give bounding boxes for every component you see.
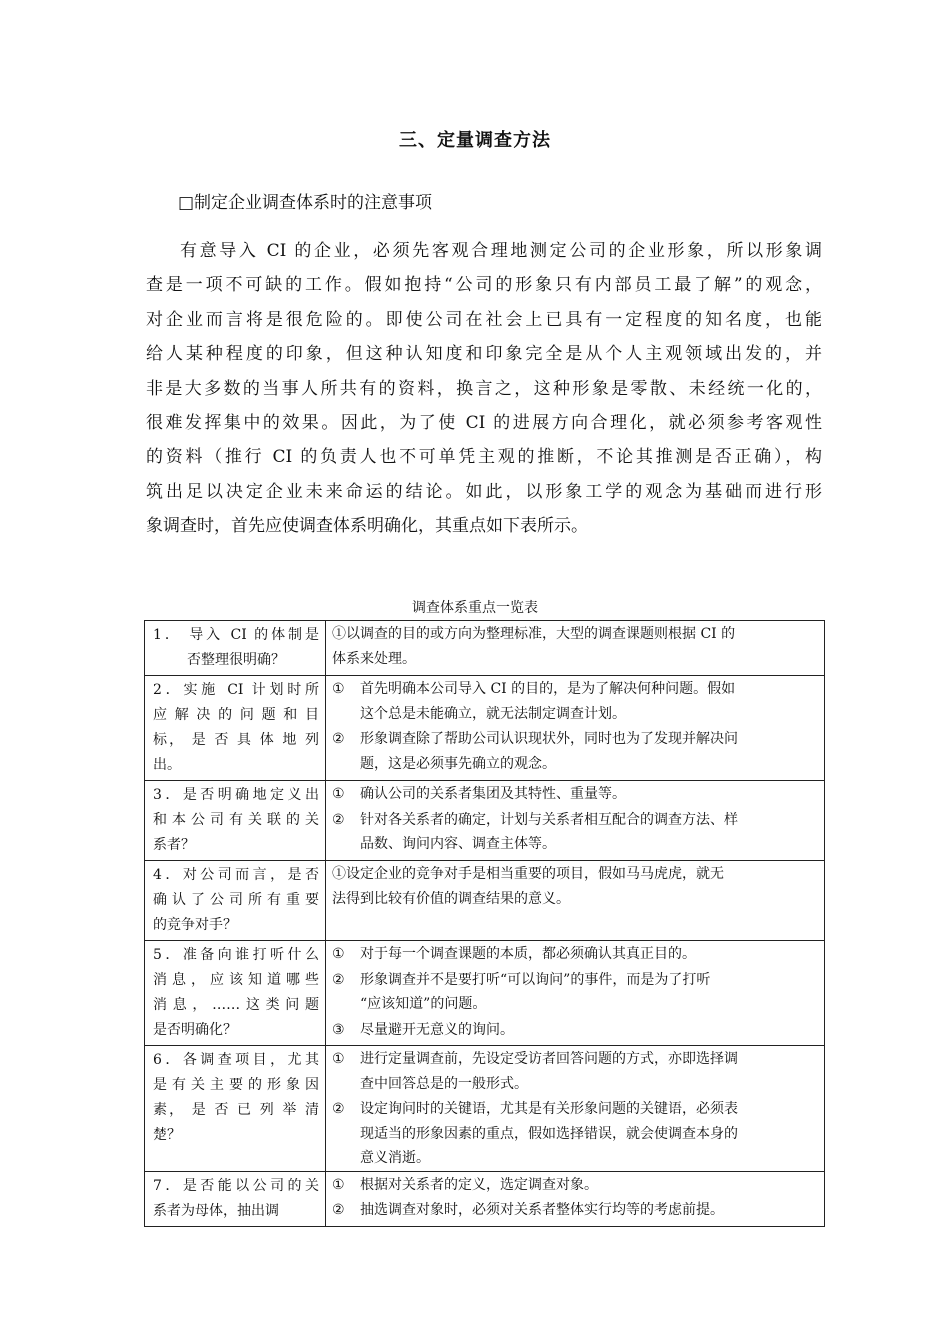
item-number: ①: [332, 866, 346, 882]
question-line: 是有关主要的形象因: [153, 1077, 319, 1093]
answer-item: [326, 861, 824, 911]
answer-cell: [326, 621, 825, 676]
item-number: ①: [332, 1051, 345, 1067]
item-line: 抽选调查对象时，必须对关系者整体实行均等的考虑前提。: [360, 1202, 724, 1218]
question-cell: [145, 781, 326, 861]
answer-item: [326, 941, 824, 967]
table-row: [145, 781, 825, 861]
answer-cell: [326, 941, 825, 1046]
item-line: 以调查的目的或方向为整理标准，大型的调查课题则根据 CI 的: [346, 626, 736, 642]
item-line: 形象调查并不是要打听“可以询问”的事件，而是为了打听: [360, 971, 711, 988]
answer-item: [326, 1017, 824, 1043]
item-text: [360, 727, 816, 776]
answer-cell: [326, 1046, 825, 1172]
item-line: 根据对关系者的定义，选定调查对象。: [360, 1176, 598, 1193]
question-line: 系者为母体，抽出调: [153, 1202, 279, 1219]
question-line: 是否明确化？: [153, 1022, 237, 1038]
answer-cell: [326, 861, 825, 941]
item-number: ③: [332, 1021, 345, 1038]
item-text: [360, 1097, 816, 1171]
answer-item: [326, 726, 824, 776]
answer-item: [326, 1096, 824, 1171]
table-row: [145, 1171, 825, 1226]
question-cell: [145, 676, 326, 781]
paragraph-line: 有意导入 CI 的企业，必须先客观合理地测定公司的企业形象，所以形象调: [180, 241, 822, 261]
item-line: 形象调查除了帮助公司认识现状外，同时也为了发现并解决问: [360, 731, 738, 747]
question-line: 2．实施 CI 计划时所: [153, 682, 319, 698]
question-cell: [145, 621, 326, 676]
item-line: 现适当的形象因素的重点，假如选择错误，就会使调查本身的: [360, 1125, 738, 1142]
item-text: [332, 626, 816, 671]
answer-item: [326, 807, 824, 857]
item-line: 设定企业的竞争对手是相当重要的项目，假如马马虎虎，就无: [346, 866, 724, 882]
question-line: 3．是否明确地定义出: [153, 787, 319, 803]
item-line: 体系来处理。: [332, 650, 416, 667]
item-number: ①: [332, 946, 345, 962]
answer-item: [326, 621, 824, 671]
item-line: 这个总是未能确立，就无法制定调查计划。: [360, 705, 626, 722]
item-number: ②: [332, 1101, 345, 1117]
table-caption: 调查体系重点一览表: [412, 600, 538, 616]
item-text: [360, 677, 816, 726]
question-line: 1． 导入 CI 的体制是: [153, 627, 319, 643]
question-cell: [145, 1046, 326, 1172]
answer-item: [326, 1197, 824, 1223]
question-line: 6．各调查项目，尤其: [153, 1052, 319, 1068]
question-line: 楚？: [153, 1127, 181, 1143]
paragraph-line: 的资料（推行 CI 的负责人也不可单凭主观的推断，不论其推测是否正确），构: [146, 447, 822, 468]
paragraph-line: 给人某种程度的印象，但这种认知度和印象完全是从个人主观领域出发的，并: [146, 344, 822, 365]
question-line: 4．对公司而言，是否: [153, 867, 319, 883]
item-line: 确认公司的关系者集团及其特性、重量等。: [360, 786, 626, 802]
item-text: [360, 1198, 816, 1223]
answer-item: [326, 781, 824, 807]
item-text: [360, 1018, 816, 1043]
item-number: ①: [332, 681, 345, 697]
item-line: 品数、询问内容、调查主体等。: [360, 836, 556, 852]
question-line: 和本公司有关联的关: [153, 812, 319, 828]
table-row: [145, 1046, 825, 1172]
question-cell: [145, 941, 326, 1046]
item-number: ②: [332, 731, 345, 747]
table-row: [145, 621, 825, 676]
answer-item: [326, 1046, 824, 1096]
item-number: ①: [332, 786, 345, 802]
question-line: 确认了公司所有重要: [153, 892, 319, 908]
question-line: 出。: [153, 757, 181, 773]
item-line: 设定询问时的关键语，尤其是有关形象问题的关键语，必须表: [360, 1101, 738, 1117]
question-line: 应 解 决 的 问 题 和 目: [153, 707, 319, 723]
item-number: ②: [332, 971, 345, 988]
item-text: [332, 866, 816, 911]
item-number: ②: [332, 1202, 345, 1218]
item-text: [360, 942, 816, 967]
body-paragraph: [146, 234, 822, 544]
question-line: 系者？: [153, 837, 195, 853]
question-line: 7．是否能以公司的关: [153, 1177, 319, 1194]
question-line: 素， 是 否 已 列 举 清: [153, 1102, 319, 1118]
item-line: 对于每一个调查课题的本质，都必须确认其真正目的。: [360, 946, 696, 962]
table-row: [145, 941, 825, 1046]
item-text: [360, 1173, 816, 1198]
question-line: 消息，……这类问题: [153, 997, 319, 1013]
item-line: 法得到比较有价值的调查结果的意义。: [332, 890, 570, 907]
question-cell: [145, 861, 326, 941]
question-line: 的竞争对手？: [153, 917, 237, 933]
question-line: 消息，应该知道哪些: [153, 972, 319, 988]
item-line: 题，这是必须事先确立的观念。: [360, 755, 556, 772]
paragraph-line: 对企业而言将是很危险的。即使公司在社会上已具有一定程度的知名度，也能: [146, 309, 822, 330]
item-text: [360, 782, 816, 807]
answer-cell: [326, 676, 825, 781]
item-line: 针对各关系者的确定，计划与关系者相互配合的调查方法、样: [360, 811, 738, 828]
item-number: ①: [332, 626, 346, 642]
paragraph-line: 筑出足以决定企业未来命运的结论。如此，以形象工学的观念为基础而进行形: [146, 481, 822, 502]
item-line: 尽量避开无意义的询问。: [360, 1021, 514, 1038]
answer-item: [326, 676, 824, 726]
item-line: “应该知道”的问题。: [360, 996, 487, 1012]
question-line: 否整理很明确？: [187, 652, 285, 668]
item-line: 意义消逝。: [360, 1150, 430, 1166]
question-cell: [145, 1171, 326, 1226]
item-text: [360, 808, 816, 857]
answer-item: [326, 967, 824, 1017]
paragraph-line: 很难发挥集中的效果。因此，为了使 CI 的进展方向合理化，就必须参考客观性: [146, 412, 822, 433]
section-title: 三、定量调查方法: [399, 130, 551, 151]
answer-cell: [326, 1171, 825, 1226]
answer-item: [326, 1172, 824, 1198]
answer-cell: [326, 781, 825, 861]
item-line: 首先明确本公司导入 CI 的目的，是为了解决何种问题。假如: [360, 681, 736, 697]
item-line: 进行定量调查前，先设定受访者回答问题的方式，亦即选择调: [360, 1051, 738, 1067]
paragraph-line: 象调查时，首先应使调查体系明确化，其重点如下表所示。: [146, 516, 588, 537]
paragraph-line: 非是大多数的当事人所共有的资料，换言之，这种形象是零散、未经统一化的，: [146, 378, 822, 399]
table-row: [145, 861, 825, 941]
table-row: [145, 676, 825, 781]
item-number: ①: [332, 1176, 345, 1193]
subheading: □制定企业调查体系时的注意事项: [178, 193, 433, 213]
paragraph-line: 查是一项不可缺的工作。假如抱持“公司的形象只有内部员工最了解”的观念，: [146, 275, 822, 296]
key-points-table: [144, 620, 825, 1227]
item-number: ②: [332, 811, 345, 828]
question-line: 5．准备向谁打听什么: [153, 947, 319, 963]
item-text: [360, 1047, 816, 1096]
question-line: 标， 是 否 具 体 地 列: [153, 732, 319, 748]
item-line: 查中回答总是的一般形式。: [360, 1075, 528, 1092]
item-text: [360, 968, 816, 1017]
